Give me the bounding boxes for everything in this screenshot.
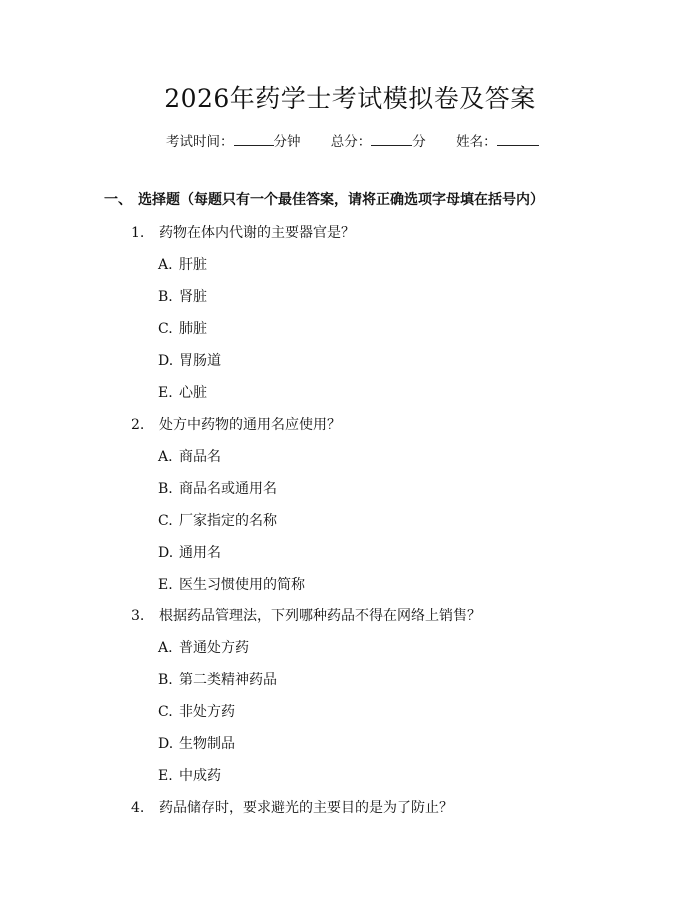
option-text: 肾脏	[179, 289, 207, 305]
option-1-b	[158, 287, 207, 307]
option-text: 医生习惯使用的简称	[179, 577, 305, 593]
option-letter: A.	[158, 257, 173, 273]
total-score-unit: 分	[412, 134, 426, 150]
total-score-label: 总分：	[330, 134, 372, 150]
option-text: 厂家指定的名称	[179, 513, 277, 529]
section-heading	[104, 190, 544, 210]
option-letter: A.	[158, 449, 173, 465]
question-text: 根据药品管理法，下列哪种药品不得在网络上销售？	[159, 608, 481, 624]
option-text: 胃肠道	[179, 353, 221, 369]
option-letter: B.	[158, 481, 173, 497]
option-letter: E.	[158, 385, 173, 401]
question-number: 3.	[131, 608, 145, 624]
student-name-blank	[497, 131, 539, 146]
option-letter: B.	[158, 672, 173, 688]
question-text: 药物在体内代谢的主要器官是？	[159, 225, 355, 241]
option-letter: C.	[158, 704, 173, 720]
option-text: 肝脏	[179, 257, 207, 273]
total-score-field	[331, 131, 426, 152]
exam-time-label: 考试时间：	[166, 134, 234, 150]
option-text: 心脏	[179, 385, 207, 401]
question-text: 处方中药物的通用名应使用？	[159, 417, 341, 433]
option-2-d	[158, 543, 221, 563]
exam-time-blank	[234, 131, 274, 146]
question-number: 1.	[131, 225, 145, 241]
option-text: 商品名	[179, 449, 221, 465]
option-letter: A.	[158, 640, 173, 656]
option-1-d	[158, 351, 221, 371]
question-4	[131, 798, 453, 818]
option-letter: D.	[158, 736, 174, 752]
option-3-b	[158, 670, 277, 690]
option-text: 第二类精神药品	[179, 672, 277, 688]
option-3-d	[158, 734, 235, 754]
option-text: 中成药	[179, 768, 221, 784]
student-name-field	[456, 131, 539, 152]
option-1-a	[158, 255, 207, 275]
option-2-a	[158, 447, 221, 467]
option-text: 普通处方药	[179, 640, 249, 656]
option-1-e	[158, 383, 207, 403]
option-letter: B.	[158, 289, 173, 305]
option-letter: C.	[158, 513, 173, 529]
page-title: 2026年药学士考试模拟卷及答案	[164, 84, 536, 113]
option-2-e	[158, 575, 305, 595]
option-letter: D.	[158, 353, 174, 369]
total-score-blank	[371, 131, 412, 146]
option-text: 商品名或通用名	[179, 481, 277, 497]
option-letter: D.	[158, 545, 174, 561]
exam-time-field	[166, 131, 301, 152]
section-number: 一、	[104, 192, 132, 208]
exam-time-unit: 分钟	[273, 134, 301, 150]
exam-info-line	[166, 131, 539, 152]
question-2	[131, 415, 341, 435]
option-text: 通用名	[179, 545, 221, 561]
option-1-c	[158, 319, 207, 339]
option-letter: E.	[158, 577, 173, 593]
option-3-e	[158, 766, 221, 786]
question-1	[131, 223, 355, 243]
option-3-c	[158, 702, 235, 722]
option-letter: C.	[158, 321, 173, 337]
student-name-label: 姓名：	[456, 134, 497, 150]
option-2-b	[158, 479, 277, 499]
option-text: 非处方药	[179, 704, 235, 720]
option-text: 生物制品	[179, 736, 235, 752]
question-number: 4.	[131, 800, 145, 816]
question-number: 2.	[131, 417, 145, 433]
option-letter: E.	[158, 768, 173, 784]
question-text: 药品储存时，要求避光的主要目的是为了防止？	[159, 800, 453, 816]
option-2-c	[158, 511, 277, 531]
section-title: 选择题（每题只有一个最佳答案，请将正确选项字母填在括号内）	[138, 192, 544, 208]
option-3-a	[158, 638, 249, 658]
option-text: 肺脏	[179, 321, 207, 337]
question-3	[131, 606, 481, 626]
